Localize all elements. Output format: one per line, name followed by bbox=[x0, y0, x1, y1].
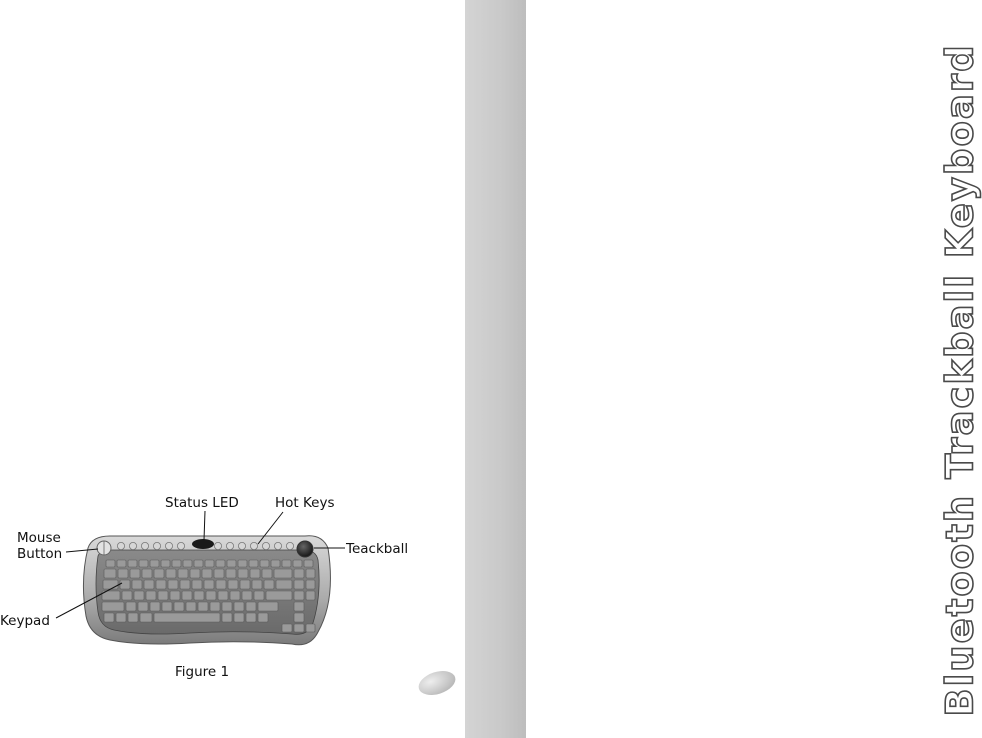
status-led bbox=[192, 539, 214, 549]
hot-key bbox=[262, 542, 269, 549]
trackball bbox=[297, 541, 313, 557]
hot-key bbox=[165, 542, 172, 549]
hot-key bbox=[177, 542, 184, 549]
hot-key bbox=[153, 542, 160, 549]
hot-key bbox=[214, 542, 221, 549]
figure-1 bbox=[0, 0, 465, 738]
label-mouse-button: Mouse Button bbox=[17, 530, 63, 562]
figure-caption: Figure 1 bbox=[175, 664, 230, 680]
hot-key bbox=[274, 542, 281, 549]
label-status-led: Status LED bbox=[165, 495, 239, 511]
label-hot-keys: Hot Keys bbox=[275, 495, 335, 511]
hot-key bbox=[238, 542, 245, 549]
hot-key bbox=[226, 542, 233, 549]
label-keypad: Keypad bbox=[0, 613, 50, 629]
side-tab bbox=[465, 0, 982, 738]
hot-key bbox=[129, 542, 136, 549]
label-trackball: Teackball bbox=[346, 541, 409, 557]
hot-key bbox=[141, 542, 148, 549]
side-title: Bluetooth Trackball Keyboard bbox=[938, 43, 982, 717]
hot-key bbox=[250, 542, 257, 549]
keyboard-illustration bbox=[0, 0, 465, 738]
hot-key bbox=[286, 542, 293, 549]
hot-key bbox=[117, 542, 124, 549]
